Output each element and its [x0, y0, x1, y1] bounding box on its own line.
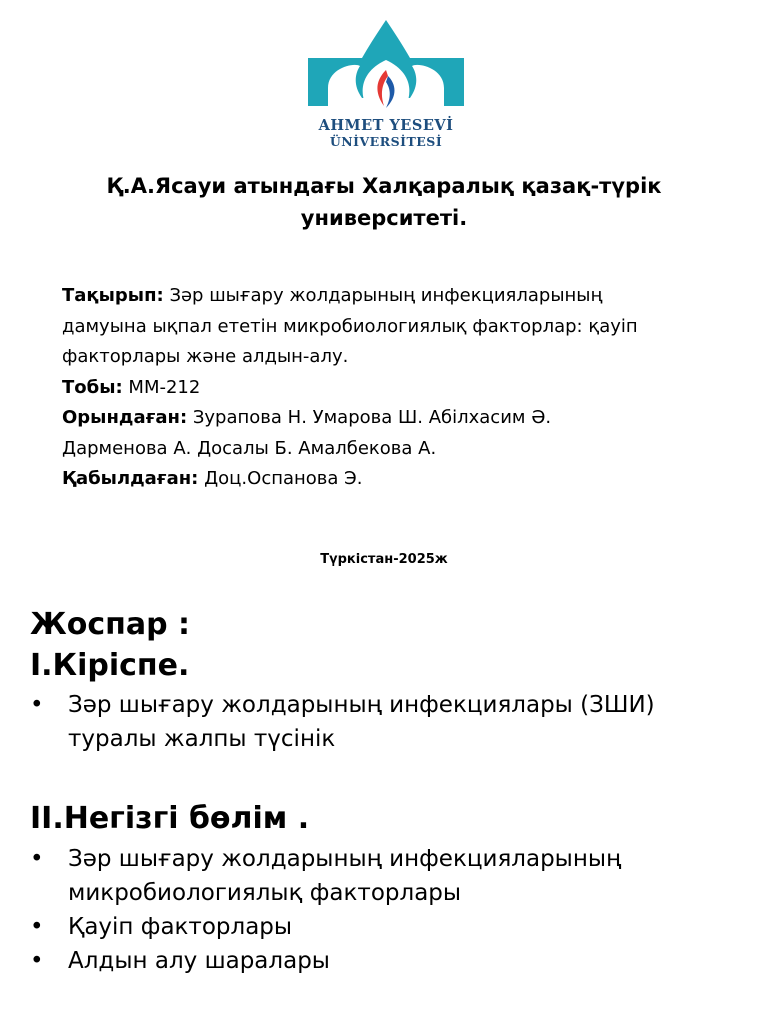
- list-item-line2: микробиологиялық факторлары: [68, 880, 462, 906]
- city-year: Түркістан-2025ж: [320, 552, 448, 567]
- performers-names-1: Зурапова Н. Умарова Ш. Абілхасим Ә.: [187, 407, 552, 428]
- title-page-info: [62, 281, 732, 495]
- list-item-line1: Зәр шығару жолдарының инфекцияларының: [68, 846, 622, 872]
- performers-names-2: Дарменова А. Досалы Б. Амалбекова А.: [62, 437, 437, 459]
- group-label: Тобы:: [62, 376, 123, 398]
- bullet-icon: •: [30, 948, 44, 974]
- accepted-label: Қабылдаған:: [62, 468, 199, 489]
- bullet-icon: •: [30, 692, 44, 718]
- university-title-line1: Қ.А.Ясауи атындағы Халқаралық қазақ-түрік: [106, 174, 662, 198]
- accepted-line: [62, 464, 732, 495]
- list-item: [30, 910, 750, 944]
- accepted-value: Доц.Оспанова Э.: [198, 468, 363, 489]
- list-item-line2: туралы жалпы түсінік: [68, 726, 336, 752]
- topic-text-2: дамуына ықпал ететін микробиологиялық факторлар: қауіп: [62, 315, 638, 337]
- logo-text-line1: AHMET YESEVİ: [318, 117, 454, 134]
- performers-label: Орындаған:: [62, 407, 188, 428]
- university-logo: [300, 18, 472, 150]
- group-value: ММ-212: [122, 376, 201, 398]
- bullet-icon: •: [30, 914, 44, 940]
- list-item-line1: Қауіп факторлары: [68, 914, 293, 940]
- list-item-line1: Зәр шығару жолдарының инфекциялары (ЗШИ): [68, 692, 655, 718]
- main-bullet-list: [30, 842, 750, 978]
- list-item: [30, 688, 750, 756]
- university-title: [60, 170, 708, 234]
- list-item: [30, 944, 750, 978]
- topic-line1: [62, 281, 732, 312]
- performers-line1: [62, 403, 732, 434]
- list-item-line1: Алдын алу шаралары: [68, 948, 330, 974]
- logo-text-line2: ÜNİVERSİTESİ: [329, 134, 443, 149]
- university-title-line2: университеті.: [300, 206, 468, 230]
- section-heading-main: II.Негізгі бөлім .: [30, 801, 310, 836]
- topic-text-3: факторлары және алдын-алу.: [62, 346, 349, 367]
- group-line: [62, 373, 732, 404]
- topic-text-1: Зәр шығару жолдарының инфекцияларының: [163, 285, 603, 306]
- list-item: [30, 842, 750, 910]
- section-heading-intro: I.Кіріспе.: [30, 648, 190, 683]
- bullet-icon: •: [30, 846, 44, 872]
- plan-title: Жоспар :: [30, 607, 191, 642]
- topic-label: Тақырып:: [62, 285, 164, 306]
- intro-bullet-list: [30, 688, 750, 756]
